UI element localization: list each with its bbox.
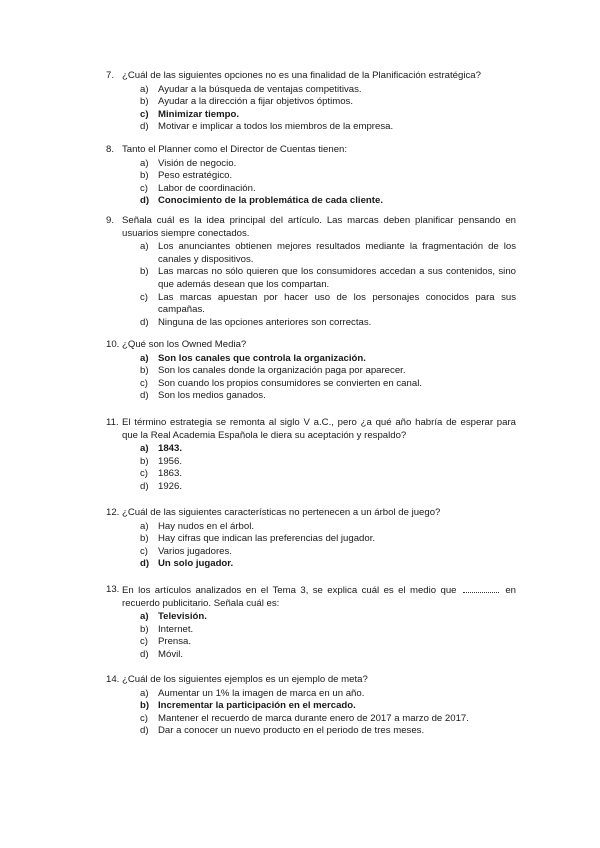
question-text: ¿Cuál de las siguientes características no pertenecen a un árbol de juego? xyxy=(122,507,441,518)
question-9 xyxy=(106,215,516,329)
option-b: b) Peso estratégico. xyxy=(140,170,233,182)
question-number: 10. xyxy=(106,339,120,350)
question-text-after-blank: en recuerdo publicitario. Señala cuál es: xyxy=(122,585,516,609)
option-d: d) Motivar e implicar a todos los miembros de la empresa. xyxy=(140,121,394,133)
fill-in-blank xyxy=(463,584,499,593)
option-a: a) Visión de negocio. xyxy=(140,157,237,169)
question-text: Señala cuál es la idea principal del artículo. Las marcas deben planificar pensando en usuarios siempre conectados. xyxy=(122,215,516,239)
option-d: d) Móvil. xyxy=(140,648,184,660)
option-b: b) Hay cifras que indican las preferencias del jugador. xyxy=(140,533,376,545)
question-number: 8. xyxy=(106,144,115,155)
option-d: d) Dar a conocer un nuevo producto en el periodo de tres meses. xyxy=(140,725,425,737)
question-11 xyxy=(106,417,516,494)
option-a: a) Ayudar a la búsqueda de ventajas competitivas. xyxy=(140,83,362,95)
question-number: 11. xyxy=(106,417,119,428)
option-a-correct: a) Televisión. xyxy=(140,611,207,623)
option-b-correct: b) Incrementar la participación en el mercado. xyxy=(140,700,356,712)
question-text: ¿Qué son los Owned Media? xyxy=(122,339,247,350)
option-b: b) Son los canales donde la organización paga por aparecer. xyxy=(140,365,406,377)
question-number: 7. xyxy=(106,70,115,81)
question-number: 14. xyxy=(106,674,120,685)
option-d: d) 1926. xyxy=(140,480,183,492)
question-text: ¿Cuál de las siguientes opciones no es una finalidad de la Planificación estratégica? xyxy=(122,70,481,81)
option-d: d) Son los medios ganados. xyxy=(140,390,266,402)
question-7 xyxy=(106,70,516,134)
option-b: b) Las marcas no sólo quieren que los consumidores accedan a sus contenidos, sino que además desean que los compartan. xyxy=(140,266,516,290)
option-d-correct: d) Conocimiento de la problemática de cada cliente. xyxy=(140,195,383,207)
question-13 xyxy=(106,584,516,662)
option-c-correct: c) Minimizar tiempo. xyxy=(140,108,240,120)
question-text: El término estrategia se remonta al siglo V a.C., pero ¿a qué año habría de esperar para que la Real Academia Española le diera su aceptación y respaldo? xyxy=(122,417,516,441)
option-c: c) Son cuando los propios consumidores se convierten en canal. xyxy=(140,377,422,389)
question-text: ¿Cuál de los siguientes ejemplos es un ejemplo de meta? xyxy=(122,674,368,685)
option-c: c) Prensa. xyxy=(140,636,192,648)
option-a: a) Aumentar un 1% la imagen de marca en un año. xyxy=(140,687,365,699)
option-d-correct: d) Un solo jugador. xyxy=(140,558,234,570)
option-a: a) Los anunciantes obtienen mejores resultados mediante la fragmentación de los canales y dispositivos. xyxy=(140,241,516,265)
question-number: 9. xyxy=(106,215,115,226)
option-c: c) Las marcas apuestan por hacer uso de los personajes conocidos para sus campañas. xyxy=(140,291,516,316)
option-a-correct: a) 1843. xyxy=(140,443,183,455)
option-b: b) Ayudar a la dirección a fijar objetivos óptimos. xyxy=(140,96,353,108)
question-text: Tanto el Planner como el Director de Cuentas tienen: xyxy=(122,144,348,155)
option-a: a) Hay nudos en el árbol. xyxy=(140,520,254,532)
option-c: c) Labor de coordinación. xyxy=(140,182,256,194)
option-c: c) 1863. xyxy=(140,468,183,480)
option-b: b) Internet. xyxy=(140,623,194,635)
question-12 xyxy=(106,507,516,571)
option-b: b) 1956. xyxy=(140,455,183,467)
question-8 xyxy=(106,144,516,208)
option-a-correct: a) Son los canales que controla la organización. xyxy=(140,352,366,364)
option-c: c) Mantener el recuerdo de marca durante enero de 2017 a marzo de 2017. xyxy=(140,712,469,724)
question-10 xyxy=(106,339,516,403)
question-number: 12. xyxy=(106,507,120,518)
option-d: d) Ninguna de las opciones anteriores son correctas. xyxy=(140,316,372,328)
question-14 xyxy=(106,674,516,738)
question-number: 13. xyxy=(106,584,120,595)
question-text-before-blank: En los artículos analizados en el Tema 3, se explica cuál es el medio que xyxy=(122,585,457,596)
option-c: c) Varios jugadores. xyxy=(140,545,232,557)
